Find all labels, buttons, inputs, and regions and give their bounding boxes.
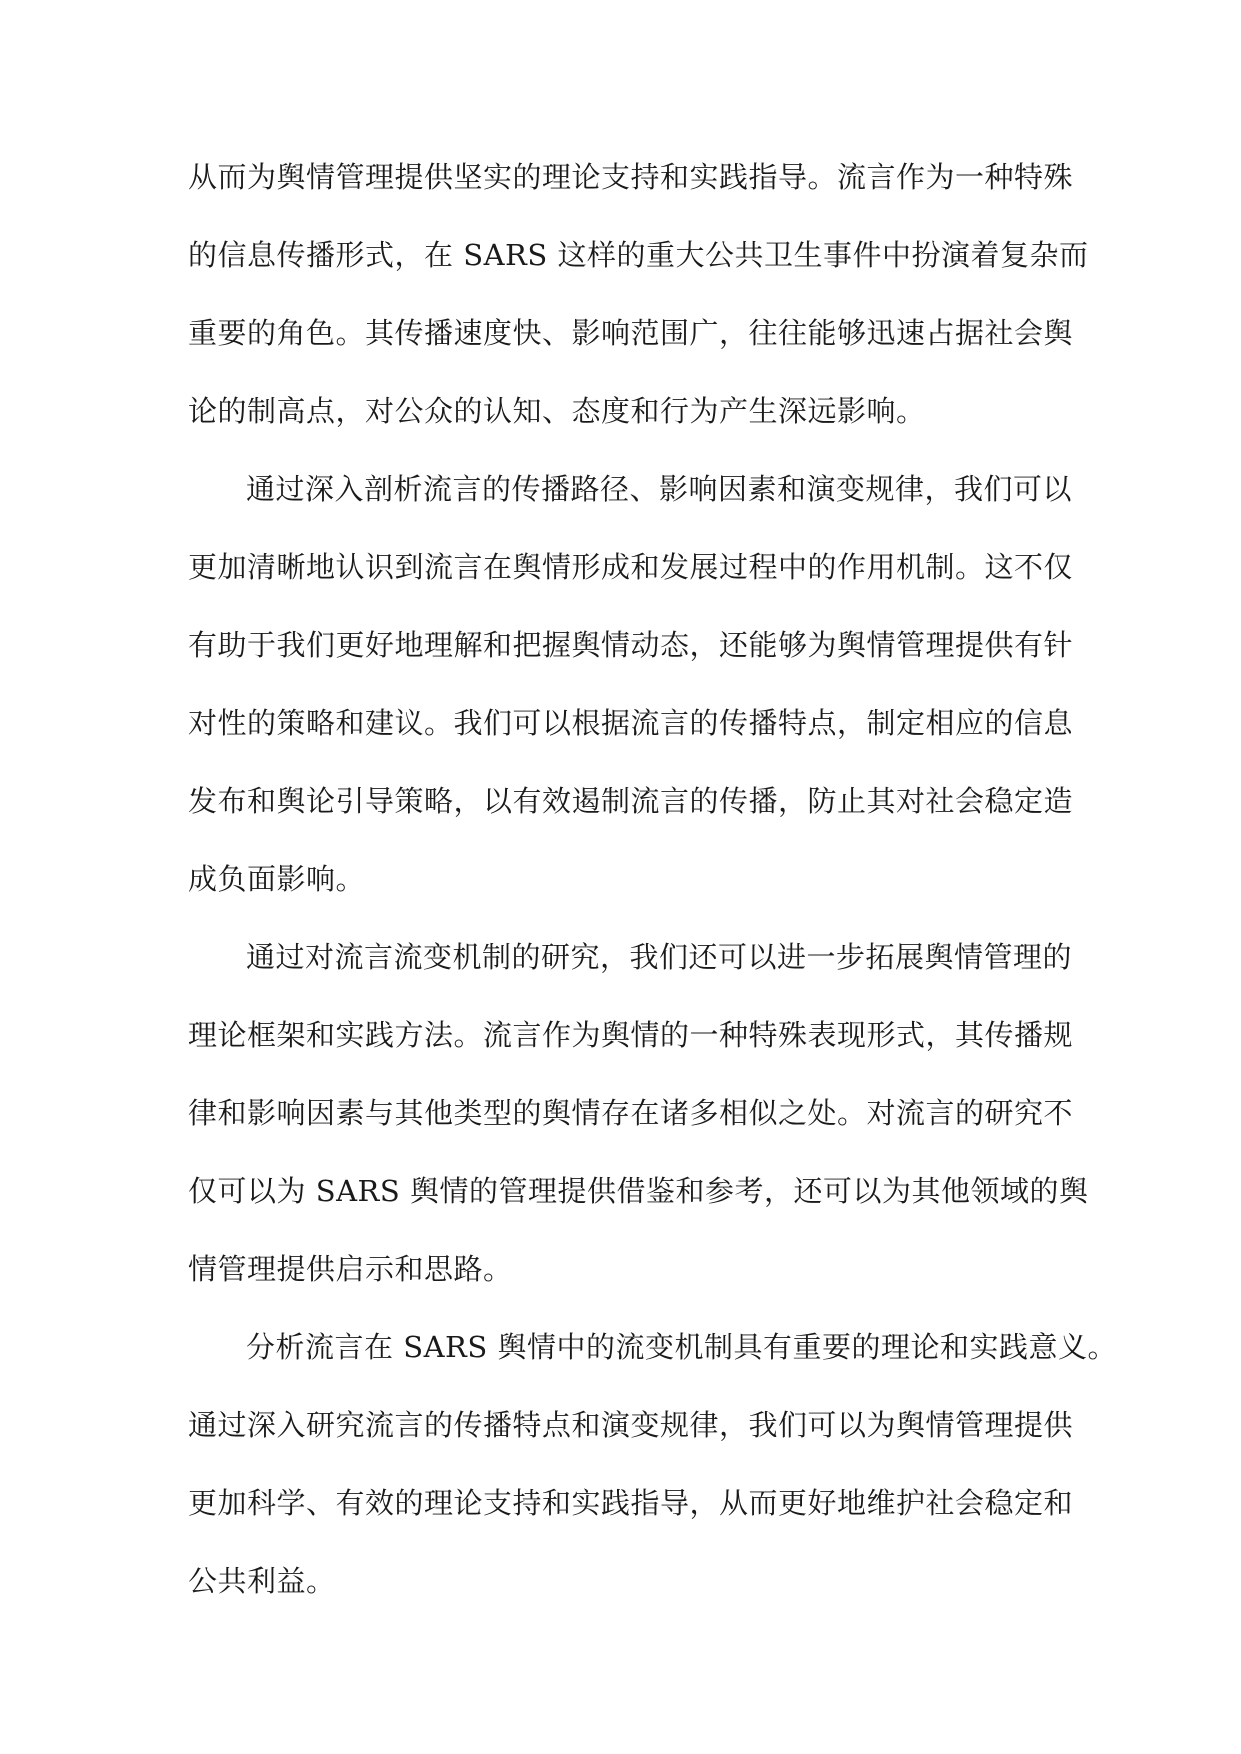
text-line: 更加科学、有效的理论支持和实践指导，从而更好地维护社会稳定和 [188, 1486, 1074, 1520]
text-line: 通过深入研究流言的传播特点和演变规律，我们可以为舆情管理提供 [188, 1408, 1074, 1442]
text-line: 通过对流言流变机制的研究，我们还可以进一步拓展舆情管理的 [246, 940, 1073, 974]
text-line: 仅可以为 SARS 舆情的管理提供借鉴和参考，还可以为其他领域的舆 [188, 1174, 1089, 1208]
text-line: 理论框架和实践方法。流言作为舆情的一种特殊表现形式，其传播规 [188, 1018, 1074, 1052]
text-line: 重要的角色。其传播速度快、影响范围广，往往能够迅速占据社会舆 [188, 316, 1074, 350]
text-line: 成负面影响。 [188, 862, 366, 896]
text-line: 更加清晰地认识到流言在舆情形成和发展过程中的作用机制。这不仅 [188, 550, 1074, 584]
text-line: 从而为舆情管理提供坚实的理论支持和实践指导。流言作为一种特殊 [188, 160, 1074, 194]
text-line: 公共利益。 [188, 1564, 336, 1598]
text-line: 情管理提供启示和思路。 [188, 1252, 513, 1286]
text-line: 的信息传播形式，在 SARS 这样的重大公共卫生事件中扮演着复杂而 [188, 238, 1089, 272]
text-line: 有助于我们更好地理解和把握舆情动态，还能够为舆情管理提供有针 [188, 628, 1074, 662]
text-line: 通过深入剖析流言的传播路径、影响因素和演变规律，我们可以 [246, 472, 1073, 506]
text-line: 对性的策略和建议。我们可以根据流言的传播特点，制定相应的信息 [188, 706, 1074, 740]
text-line: 分析流言在 SARS 舆情中的流变机制具有重要的理论和实践意义。 [246, 1330, 1117, 1364]
text-line: 论的制高点，对公众的认知、态度和行为产生深远影响。 [188, 394, 926, 428]
text-line: 发布和舆论引导策略，以有效遏制流言的传播，防止其对社会稳定造 [188, 784, 1074, 818]
body-text [188, 142, 1117, 1624]
text-line: 律和影响因素与其他类型的舆情存在诸多相似之处。对流言的研究不 [188, 1096, 1074, 1130]
